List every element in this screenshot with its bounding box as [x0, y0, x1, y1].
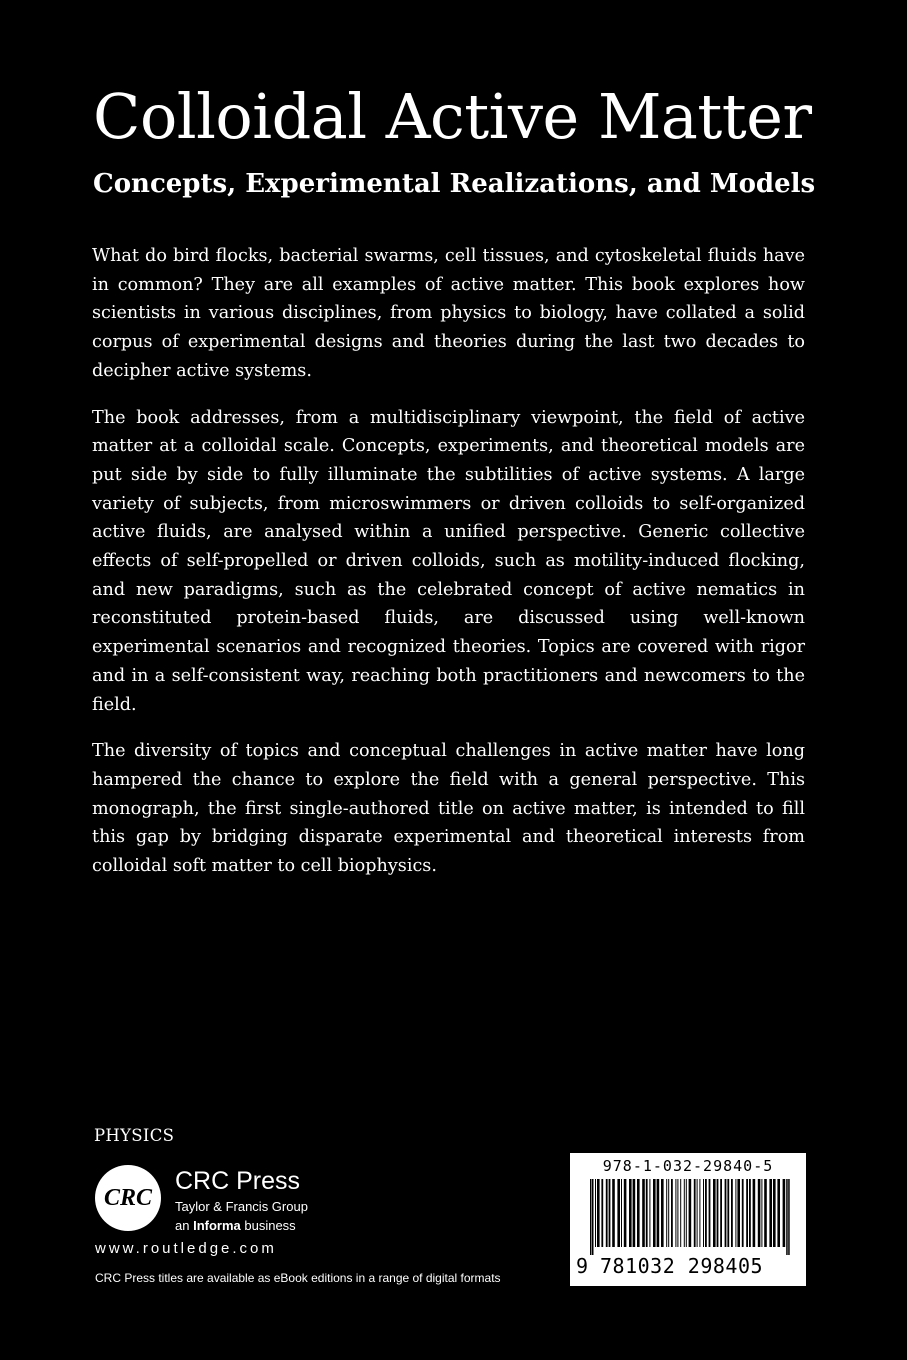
barcode-bar — [680, 1179, 681, 1247]
barcode-bar — [601, 1179, 603, 1247]
barcode-bar — [637, 1179, 640, 1247]
barcode-bar — [749, 1179, 751, 1247]
barcode-bar — [686, 1179, 687, 1247]
crc-logo-text: CRC — [103, 1185, 153, 1211]
description-paragraph: The diversity of topics and conceptual challenges in active matter have long hampered the chance to explore the field with a general perspective. This monograph, the first single-authored title on active matter, is intended to fill this gap by bridging disparate experimental and theoretical interests from colloidal soft matter to cell biophysics. — [92, 741, 805, 877]
barcode-bar — [758, 1179, 761, 1247]
barcode-bar — [764, 1179, 767, 1247]
barcode-bar — [649, 1179, 650, 1247]
barcode-bar — [689, 1179, 692, 1247]
barcode-bar — [713, 1179, 716, 1247]
publisher-website[interactable]: www.routledge.com — [95, 1240, 277, 1257]
barcode-bar — [668, 1179, 669, 1247]
barcode-bar — [709, 1179, 711, 1247]
barcode-bar — [694, 1179, 696, 1247]
barcode-bar — [597, 1179, 600, 1247]
subject-category: PHYSICS — [94, 1126, 175, 1145]
barcode-bar — [661, 1179, 664, 1247]
barcode-bar — [753, 1179, 756, 1247]
barcode-bar — [735, 1179, 736, 1247]
publisher-business-line — [175, 1218, 296, 1233]
description-paragraph: The book addresses, from a multidisciplinary viewpoint, the field of active matter at a colloidal scale. Concepts, experiments, and theoretical models are put side by side to fully illuminate the subtilities of active systems. A large variety of subjects, from microswimmers or driven colloids to self-organized active fluids, are analysed within a unified perspective. Generic collective effects of self-propelled or driven colloids, such as motility-induced flocking, and new paradigms, such as the celebrated concept of active nematics in reconstituted protein-based fluids, are discussed using well-known experimental scenarios and recognized theories. Topics are covered with rigor and in a self-consistent way, reaching both practitioners and newcomers to the field. — [92, 407, 805, 715]
barcode-guard-bar — [786, 1179, 788, 1255]
barcode-bar — [666, 1179, 667, 1247]
barcode-bar — [609, 1179, 611, 1247]
barcode-bar — [617, 1179, 620, 1247]
barcode-bar — [703, 1179, 704, 1247]
barcode-bar — [717, 1179, 719, 1247]
barcode-bar — [633, 1179, 636, 1247]
publisher-name: CRC Press — [175, 1167, 301, 1195]
barcode-bar — [677, 1179, 678, 1247]
barcode-bars — [570, 1179, 806, 1259]
barcode-bar — [699, 1179, 700, 1247]
barcode-bar — [725, 1179, 727, 1247]
barcode-guard-bar — [592, 1179, 594, 1255]
barcode-bar — [746, 1179, 748, 1247]
crc-logo-icon — [95, 1165, 161, 1231]
barcode-bar — [783, 1179, 786, 1247]
barcode-bar — [606, 1179, 608, 1247]
barcode-bar — [697, 1179, 698, 1247]
barcode-bar — [777, 1179, 780, 1247]
barcode-bar — [742, 1179, 744, 1247]
barcode-bar — [629, 1179, 632, 1247]
isbn-first-digit: 9 — [576, 1254, 589, 1278]
barcode-bar — [675, 1179, 676, 1247]
business-brand: Informa — [193, 1218, 241, 1233]
barcode-bar — [657, 1179, 660, 1247]
barcode-bar — [624, 1179, 627, 1247]
barcode-bar — [671, 1179, 673, 1247]
barcode-bar — [705, 1179, 707, 1247]
barcode-bar — [653, 1179, 656, 1247]
business-prefix: an — [175, 1218, 194, 1233]
barcode-bar — [595, 1179, 596, 1247]
barcode-bar — [621, 1179, 622, 1247]
barcode-bar — [773, 1179, 776, 1247]
business-suffix: business — [240, 1218, 296, 1233]
book-description — [92, 242, 805, 899]
barcode-bar — [720, 1179, 722, 1247]
ebook-availability-note: CRC Press titles are available as eBook editions in a range of digital formats — [95, 1271, 501, 1285]
barcode-bar — [769, 1179, 772, 1247]
isbn-digits: 781032 298405 — [600, 1254, 764, 1278]
barcode-bar — [761, 1179, 762, 1247]
barcode-bar — [737, 1179, 740, 1247]
book-subtitle: Concepts, Experimental Realizations, and Models — [93, 169, 816, 199]
barcode-bar — [612, 1179, 615, 1247]
barcode-guard-bar — [788, 1179, 790, 1255]
barcode-bar — [646, 1179, 648, 1247]
isbn-barcode — [570, 1153, 806, 1286]
book-title: Colloidal Active Matter — [93, 80, 812, 153]
barcode-bar — [731, 1179, 733, 1247]
barcode-bar — [642, 1179, 645, 1247]
barcode-guard-bar — [590, 1179, 592, 1255]
barcode-bar — [684, 1179, 685, 1247]
description-paragraph: What do bird flocks, bacterial swarms, cell tissues, and cytoskeletal fluids have in common? They are all examples of active matter. This book explores how scientists in various disciplines, from physics to biology, have collated a solid corpus of experimental designs and theories during the last two decades to decipher active systems. — [92, 246, 805, 381]
publisher-group: Taylor & Francis Group — [175, 1199, 308, 1214]
isbn-label: 978-1-032-29840-5 — [602, 1157, 774, 1175]
barcode-bar — [727, 1179, 729, 1247]
